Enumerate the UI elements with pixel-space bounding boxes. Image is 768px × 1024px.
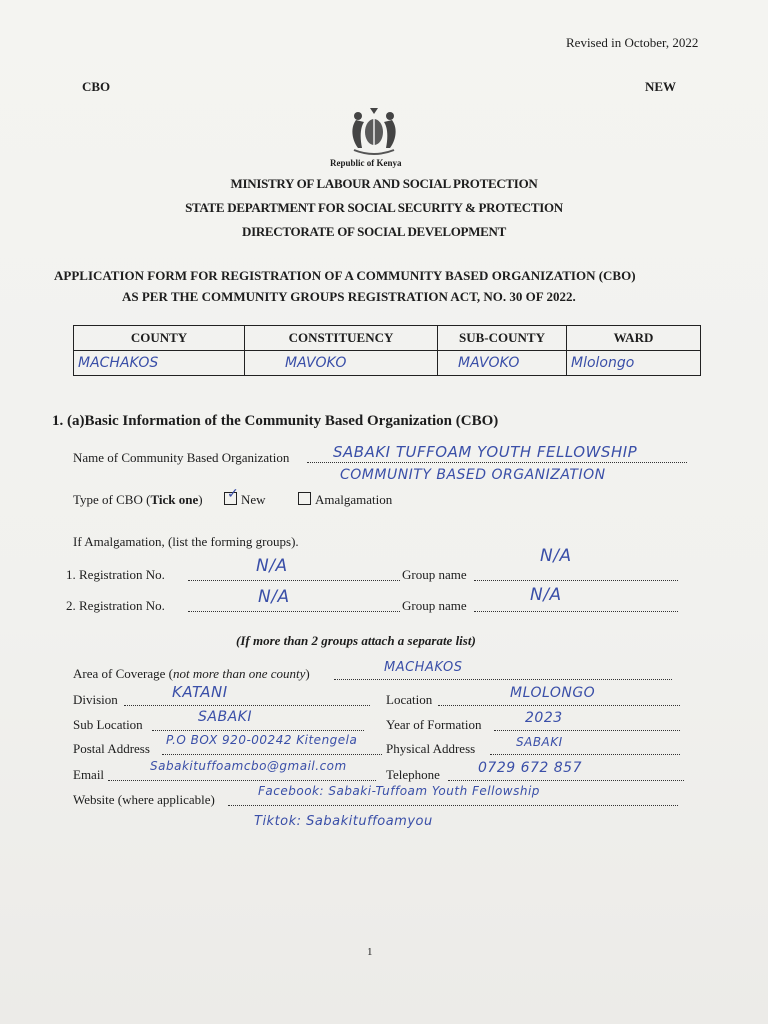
type-amalgamation-option[interactable]: Amalgamation <box>298 492 392 508</box>
location-table <box>73 325 701 376</box>
location-value[interactable]: MLOLONGO <box>510 685 596 701</box>
county-header: COUNTY <box>74 326 245 351</box>
group-2-value[interactable]: N/A <box>530 585 562 605</box>
coverage-label: Area of Coverage (not more than one county) <box>73 666 310 681</box>
ward-header: WARD <box>567 326 701 351</box>
type-new-option[interactable]: ✓ New <box>224 492 266 508</box>
division-value[interactable]: KATANI <box>172 683 228 701</box>
registration-1-label: 1. Registration No. <box>66 567 165 582</box>
cbo-type-label: Type of CBO (Tick one) <box>73 492 203 507</box>
county-value[interactable]: MACHAKOS <box>74 351 245 376</box>
directorate-title: DIRECTORATE OF SOCIAL DEVELOPMENT <box>242 224 506 239</box>
sub-location-label: Sub Location <box>73 717 143 732</box>
postal-address-label: Postal Address <box>73 741 150 756</box>
state-department-title: STATE DEPARTMENT FOR SOCIAL SECURITY & PROTECTION <box>185 200 563 215</box>
sub-location-value[interactable]: SABAKI <box>198 709 252 725</box>
email-label: Email <box>73 767 105 782</box>
new-tag: NEW <box>645 79 677 94</box>
year-of-formation-value[interactable]: 2023 <box>525 710 563 726</box>
group-1-value[interactable]: N/A <box>540 546 572 566</box>
page-number: 1 <box>367 946 373 958</box>
revised-date: Revised in October, 2022 <box>566 35 699 50</box>
form-title-line1: APPLICATION FORM FOR REGISTRATION OF A COMMUNITY BASED ORGANIZATION (CBO) <box>54 268 636 283</box>
telephone-value[interactable]: 0729 672 857 <box>478 760 582 776</box>
telephone-label: Telephone <box>386 767 440 782</box>
physical-address-label: Physical Address <box>386 741 476 756</box>
new-checkbox[interactable] <box>224 492 237 505</box>
ward-value[interactable]: Mlolongo <box>567 351 701 376</box>
sub-county-header: SUB-COUNTY <box>438 326 567 351</box>
group-1-label: Group name <box>402 567 467 582</box>
registration-1-value[interactable]: N/A <box>256 556 288 576</box>
division-label: Division <box>73 692 118 707</box>
separate-list-note: (If more than 2 groups attach a separate list) <box>236 633 476 648</box>
sub-county-value[interactable]: MAVOKO <box>438 351 567 376</box>
cbo-tag: CBO <box>82 79 111 94</box>
republic-of-kenya: Republic of Kenya <box>330 158 402 168</box>
website-value-line2[interactable]: Tiktok: Sabakituffoamyou <box>254 814 433 829</box>
registration-2-value[interactable]: N/A <box>258 587 290 607</box>
cbo-name-value-line2[interactable]: COMMUNITY BASED ORGANIZATION <box>340 467 606 483</box>
section-heading: 1. (a)Basic Information of the Community Based Organization (CBO) <box>52 413 499 429</box>
registration-2-label: 2. Registration No. <box>66 598 165 613</box>
cbo-name-label: Name of Community Based Organization <box>73 450 290 465</box>
email-value[interactable]: Sabakituffoamcbo@gmail.com <box>150 759 347 773</box>
form-title-line2: AS PER THE COMMUNITY GROUPS REGISTRATION ACT, NO. 30 OF 2022. <box>122 289 576 304</box>
coat-of-arms-icon <box>344 102 404 158</box>
amalgamation-note: If Amalgamation, (list the forming groups). <box>73 534 299 549</box>
group-2-label: Group name <box>402 598 467 613</box>
coverage-value[interactable]: MACHAKOS <box>384 660 463 675</box>
website-value-line1[interactable]: Facebook: Sabaki-Tuffoam Youth Fellowship <box>258 784 540 798</box>
year-of-formation-label: Year of Formation <box>386 717 482 732</box>
constituency-header: CONSTITUENCY <box>245 326 438 351</box>
physical-address-value[interactable]: SABAKI <box>516 735 563 749</box>
postal-address-value[interactable]: P.O BOX 920-00242 Kitengela <box>166 733 358 747</box>
location-label: Location <box>386 692 433 707</box>
website-label: Website (where applicable) <box>73 792 215 807</box>
amalgamation-checkbox[interactable] <box>298 492 311 505</box>
ministry-title: MINISTRY OF LABOUR AND SOCIAL PROTECTION <box>230 176 538 191</box>
cbo-name-value-line1[interactable]: SABAKI TUFFOAM YOUTH FELLOWSHIP <box>333 443 638 461</box>
constituency-value[interactable]: MAVOKO <box>245 351 438 376</box>
